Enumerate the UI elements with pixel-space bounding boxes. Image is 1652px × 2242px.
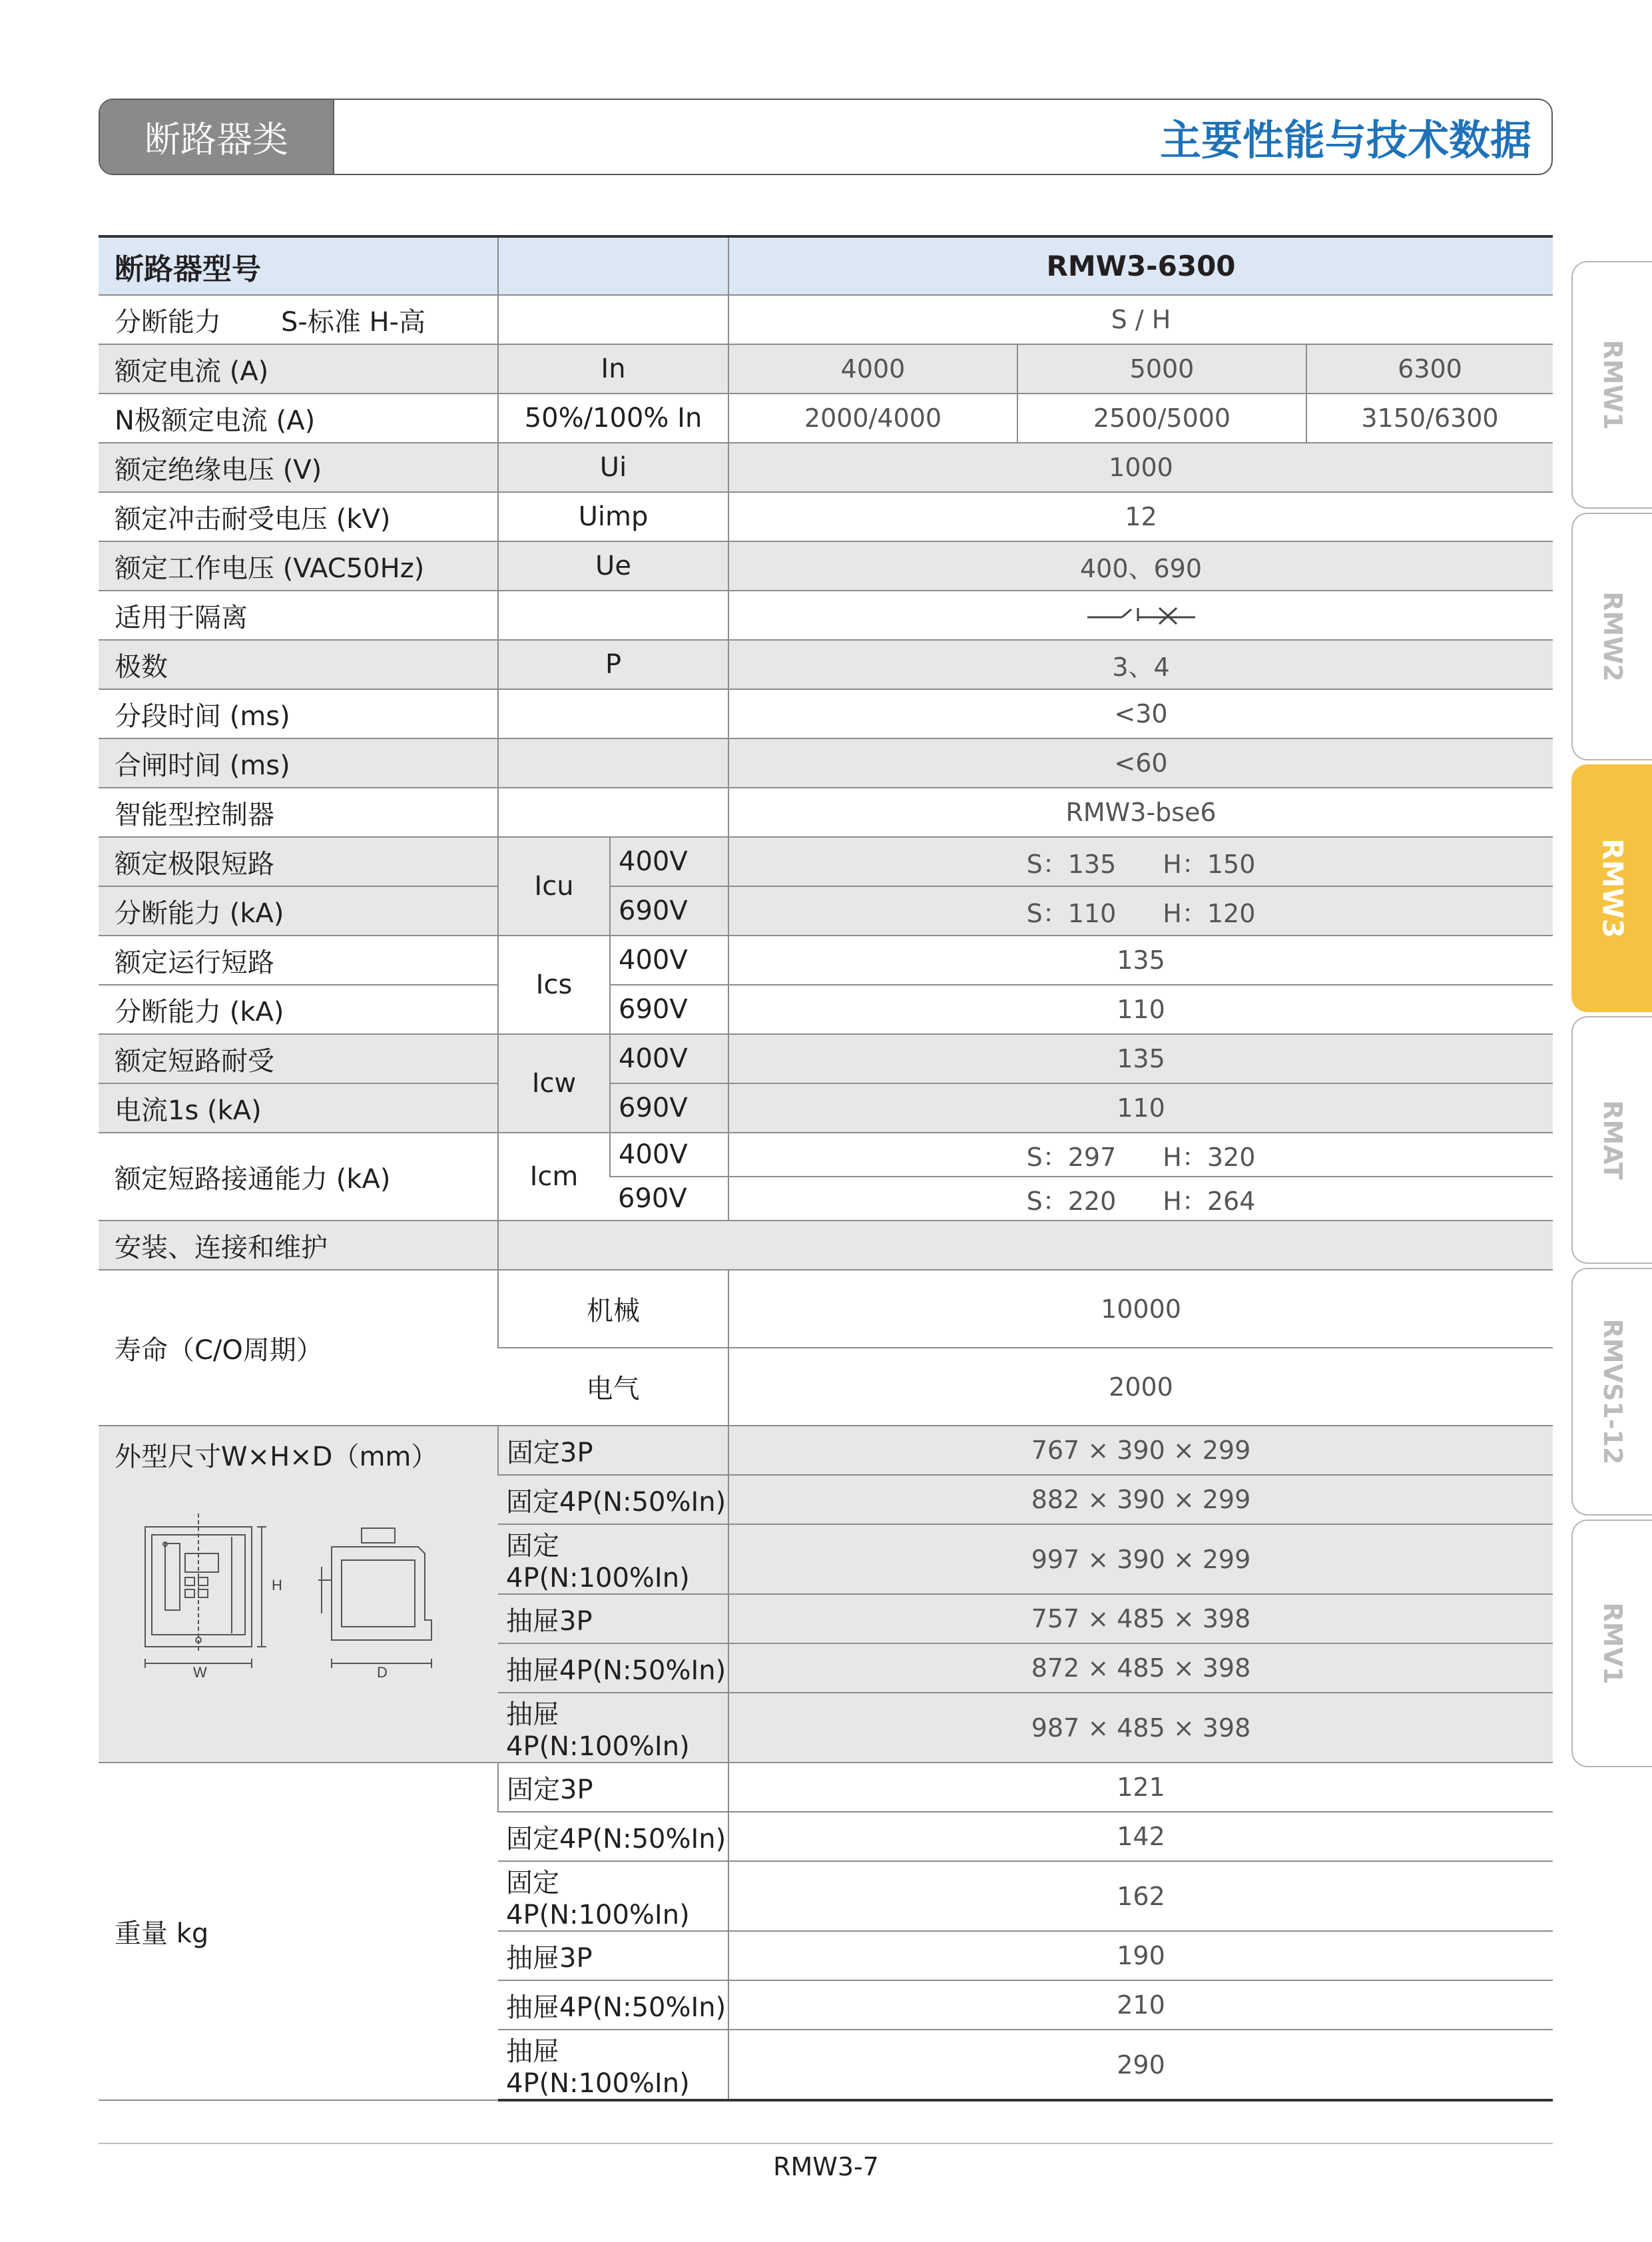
table-row: N极额定电流 (A) 50%/100% In 2000/4000 2500/5000 3150/6300 xyxy=(99,394,1553,443)
side-tab-rmvs1-12[interactable]: RMVS1-12 xyxy=(1571,1268,1652,1516)
table-row: 合闸时间 (ms) <60 xyxy=(99,738,1553,788)
dim-d-label: D xyxy=(377,1664,388,1680)
table-row: 额定运行短路 Ics 400V 135 xyxy=(99,936,1553,985)
dim-w-label: W xyxy=(193,1664,207,1680)
table-row: 690V S：220 H：264 xyxy=(99,1177,1553,1221)
table-row: 外型尺寸W×H×D（mm） H W D 固定3P 767 × 390 × 299 xyxy=(99,1426,1553,1475)
weight-label: 重量 kg xyxy=(99,1763,498,2100)
breaking-label: 分断能力 xyxy=(115,306,221,338)
table-row: 适用于隔离 xyxy=(99,591,1553,640)
side-tab-rmv1[interactable]: RMV1 xyxy=(1571,1520,1652,1767)
table-row: 智能型控制器 RMW3-bse6 xyxy=(99,788,1553,837)
breaker-dimension-drawing xyxy=(138,1514,458,1680)
table-row xyxy=(99,295,1553,344)
table-row: 固定4P(N:50%In) 142 xyxy=(99,1812,1553,1861)
table-row: 抽屉4P(N:100%In) 987 × 485 × 398 xyxy=(99,1693,1553,1763)
category-label: 断路器类 xyxy=(100,100,334,174)
side-tab-bar xyxy=(1571,261,1652,1771)
table-row: 固定4P(N:50%In) 882 × 390 × 299 xyxy=(99,1475,1553,1524)
footer-divider xyxy=(99,2143,1553,2144)
table-row: 抽屉4P(N:50%In) 210 xyxy=(99,1980,1553,2030)
side-tab-rmw2[interactable]: RMW2 xyxy=(1571,513,1652,760)
table-row: 寿命（C/O周期） 机械 10000 xyxy=(99,1270,1553,1348)
table-row: 安装、连接和维护 xyxy=(99,1221,1553,1270)
table-row: 极数 P 3、4 xyxy=(99,640,1553,689)
table-row: 额定工作电压 (VAC50Hz) Ue 400、690 xyxy=(99,541,1553,591)
table-row: 固定4P(N:100%In) 997 × 390 × 299 xyxy=(99,1524,1553,1594)
model-value: RMW3-6300 xyxy=(728,236,1553,295)
page-title: 主要性能与技术数据 xyxy=(1159,116,1531,164)
table-row: 分断能力 (kA) 690V 110 xyxy=(99,985,1553,1034)
side-tab-rmat[interactable]: RMAT xyxy=(1571,1016,1652,1264)
table-row: 额定电流 (A) In 4000 5000 6300 xyxy=(99,344,1553,394)
model-label: 断路器型号 xyxy=(99,236,498,295)
table-row: 额定绝缘电压 (V) Ui 1000 xyxy=(99,443,1553,492)
section-header xyxy=(99,99,1553,175)
table-row: 额定短路接通能力 (kA) Icm 400V S：297 H：320 xyxy=(99,1133,1553,1177)
table-row: 额定极限短路 Icu 400V S：135 H：150 xyxy=(99,837,1553,886)
table-row: 固定4P(N:100%In) 162 xyxy=(99,1861,1553,1931)
side-tab-rmw3[interactable]: RMW3 xyxy=(1571,764,1652,1012)
table-row: 分断能力 (kA) 690V S：110 H：120 xyxy=(99,886,1553,936)
dim-h-label: H xyxy=(272,1577,282,1593)
table-row: 抽屉3P 190 xyxy=(99,1931,1553,1980)
breaking-value: S / H xyxy=(728,295,1553,344)
table-row: 额定冲击耐受电压 (kV) Uimp 12 xyxy=(99,492,1553,541)
side-tab-rmw1[interactable]: RMW1 xyxy=(1571,261,1652,509)
table-row: 抽屉4P(N:50%In) 872 × 485 × 398 xyxy=(99,1643,1553,1693)
dims-label: 外型尺寸W×H×D（mm） xyxy=(115,1442,438,1472)
table-row: 分段时间 (ms) <30 xyxy=(99,689,1553,738)
isolation-symbol-icon xyxy=(1085,599,1198,625)
table-row: 抽屉4P(N:100%In) 290 xyxy=(99,2030,1553,2100)
table-row: 重量 kg 固定3P 121 xyxy=(99,1763,1553,1812)
table-row: 额定短路耐受 Icw 400V 135 xyxy=(99,1034,1553,1083)
spec-table xyxy=(99,235,1553,2102)
breaking-std: S-标准 H-高 xyxy=(281,306,426,338)
table-header-row xyxy=(99,236,1553,295)
page-number: RMW3-7 xyxy=(773,2152,879,2181)
table-row: 抽屉3P 757 × 485 × 398 xyxy=(99,1594,1553,1643)
table-row: 电流1s (kA) 690V 110 xyxy=(99,1083,1553,1133)
table-row: 电气 2000 xyxy=(99,1348,1553,1426)
